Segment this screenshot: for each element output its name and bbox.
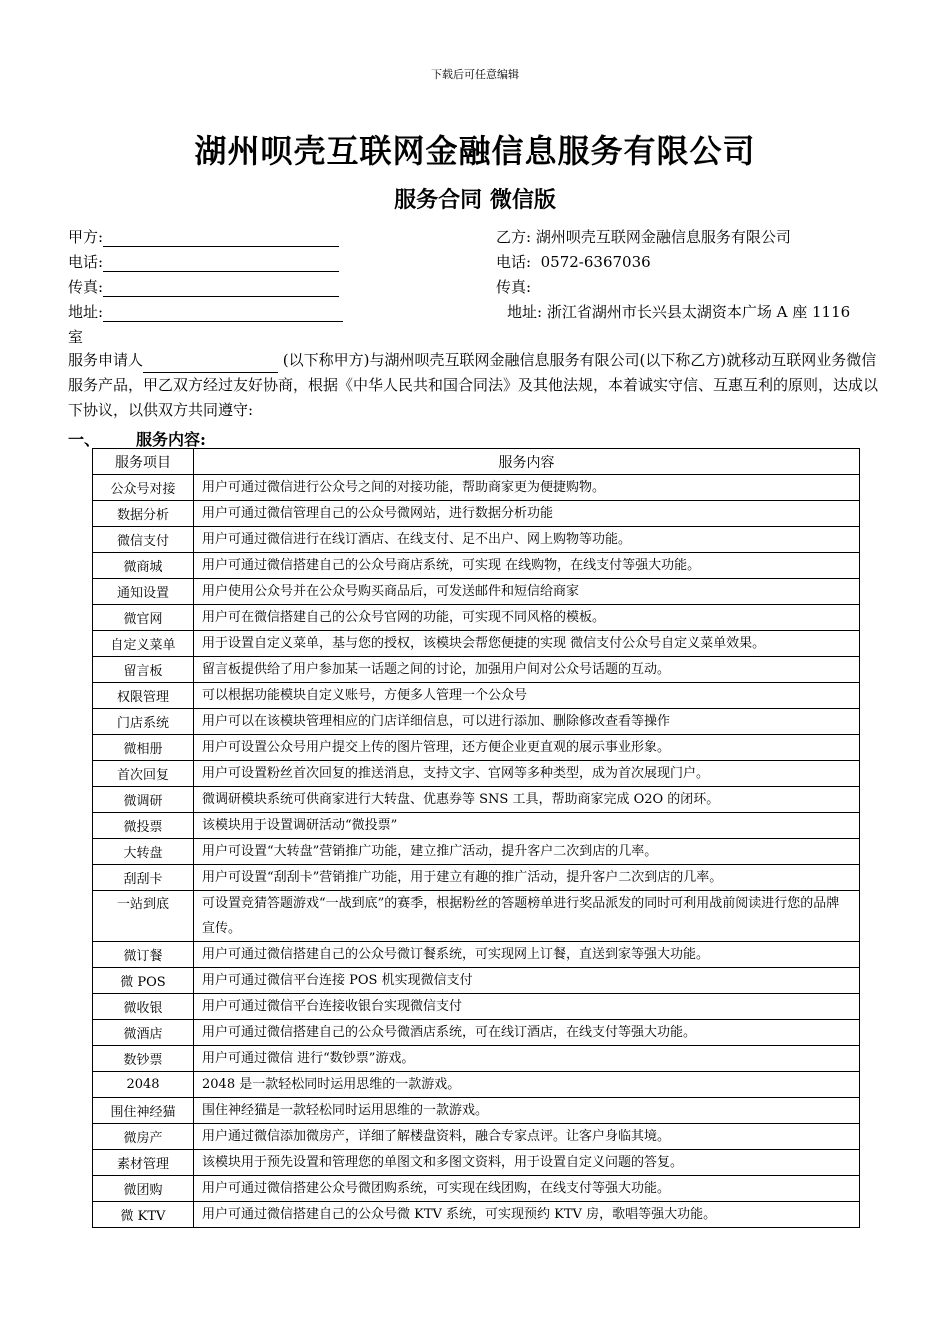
service-content: 用户可通过微信搭建自己的公众号商店系统，可实现 在线购物，在线支付等强大功能。 [194, 553, 860, 579]
service-item: 微团购 [93, 1176, 194, 1202]
service-content: 该模块用于预先设置和管理您的单图文和多图文资料，用于设置自定义问题的答复。 [194, 1150, 860, 1176]
table-row [93, 553, 860, 579]
table-row [93, 605, 860, 631]
table-row [93, 968, 860, 994]
party-a-phone-label: 电话: [68, 253, 104, 271]
party-a-fax-label: 传真: [68, 278, 104, 296]
service-content: 用户可通过微信搭建自己的公众号微订餐系统，可实现网上订餐，直送到家等强大功能。 [194, 942, 860, 968]
service-content: 用户可通过微信 进行“数钞票”游戏。 [194, 1046, 860, 1072]
table-row [93, 865, 860, 891]
service-item: 微订餐 [93, 942, 194, 968]
table-row [93, 501, 860, 527]
header-note: 下载后可任意编辑 [431, 68, 519, 81]
party-b-address-label: 地址: [507, 303, 543, 321]
table-row [93, 813, 860, 839]
service-content: 用于设置自定义菜单，基与您的授权，该模块会帮您便捷的实现 微信支付公众号自定义菜单效果。 [194, 631, 860, 657]
party-b-fax-label: 传真: [496, 278, 532, 296]
table-row [93, 1020, 860, 1046]
table-row [93, 709, 860, 735]
table-row [93, 683, 860, 709]
service-content: 用户可通过微信平台连接 POS 机实现微信支付 [194, 968, 860, 994]
service-content: 用户可通过微信搭建自己的公众号微酒店系统，可在线订酒店，在线支付等强大功能。 [194, 1020, 860, 1046]
service-content: 用户可以在该模块管理相应的门店详细信息，可以进行添加、删除修改查看等操作 [194, 709, 860, 735]
table-row [93, 761, 860, 787]
party-a-name-label: 甲方: [68, 228, 104, 246]
party-b-name-label: 乙方: [496, 228, 532, 246]
table-row [93, 891, 860, 942]
service-item: 公众号对接 [93, 475, 194, 501]
table-row [93, 475, 860, 501]
table-row [93, 735, 860, 761]
service-item: 留言板 [93, 657, 194, 683]
service-content: 可设置竞猜答题游戏“一战到底”的赛季，根据粉丝的答题榜单进行奖品派发的同时可利用战前阅读进行您的品牌宣传。 [194, 891, 860, 942]
table-row [93, 1124, 860, 1150]
section-heading [68, 427, 206, 450]
party-b-phone-value: 0572-6367036 [540, 253, 651, 271]
party-b-phone-field [496, 252, 651, 272]
party-b-name-value: 湖州呗壳互联网金融信息服务有限公司 [535, 228, 791, 246]
table-row [93, 787, 860, 813]
applicant-blank[interactable] [143, 356, 278, 373]
service-item: 自定义菜单 [93, 631, 194, 657]
party-b-name-field [496, 227, 791, 247]
service-item: 一站到底 [93, 891, 194, 942]
service-content: 用户可通过微信管理自己的公众号微网站，进行数据分析功能 [194, 501, 860, 527]
service-content: 用户可设置公众号用户提交上传的图片管理，还方便企业更直观的展示事业形象。 [194, 735, 860, 761]
service-content: 用户可设置“大转盘”营销推广功能，建立推广活动，提升客户二次到店的几率。 [194, 839, 860, 865]
table-row [93, 631, 860, 657]
service-item: 门店系统 [93, 709, 194, 735]
service-item: 微 KTV [93, 1202, 194, 1228]
service-item: 微房产 [93, 1124, 194, 1150]
company-title: 湖州呗壳互联网金融信息服务有限公司 [194, 132, 756, 170]
party-b-phone-label: 电话: [496, 253, 532, 271]
party-b-address-value: 浙江省湖州市长兴县太湖资本广场 A 座 1116 [546, 303, 851, 321]
service-content: 用户可通过微信进行在线订酒店、在线支付、足不出户、网上购物等功能。 [194, 527, 860, 553]
party-a-name-field [68, 227, 339, 247]
table-row [93, 1072, 860, 1098]
service-content: 微调研模块系统可供商家进行大转盘、优惠券等 SNS 工具，帮助商家完成 O2O 的闭环。 [194, 787, 860, 813]
service-item: 数钞票 [93, 1046, 194, 1072]
service-content: 用户可通过微信平台连接收银台实现微信支付 [194, 994, 860, 1020]
party-a-name-blank[interactable] [103, 230, 339, 247]
service-item: 首次回复 [93, 761, 194, 787]
service-item: 围住神经猫 [93, 1098, 194, 1124]
service-item: 大转盘 [93, 839, 194, 865]
table-row [93, 1098, 860, 1124]
service-content: 围住神经猫是一款轻松同时运用思维的一款游戏。 [194, 1098, 860, 1124]
party-a-fax-blank[interactable] [103, 280, 339, 297]
intro-text: (以下称甲方)与湖州呗壳互联网金融信息服务有限公司(以下称乙方)就移动互联网业务微信服务产品，甲乙双方经过友好协商，根据《中华人民共和国合同法》及其他法规，本着诚实守信、互惠互利的原则，达成以下协议，以供双方共同遵守: [68, 351, 879, 419]
header-content: 服务内容 [194, 449, 860, 475]
service-item: 微相册 [93, 735, 194, 761]
table-row [93, 1046, 860, 1072]
service-content: 2048 是一款轻松同时运用思维的一款游戏。 [194, 1072, 860, 1098]
table-row [93, 839, 860, 865]
party-a-address-label: 地址: [68, 303, 104, 321]
party-a-fax-field [68, 277, 339, 297]
intro-prefix: 服务申请人 [68, 351, 144, 369]
contract-subtitle: 服务合同 微信版 [394, 187, 556, 213]
service-item: 微官网 [93, 605, 194, 631]
service-item: 微酒店 [93, 1020, 194, 1046]
service-item: 通知设置 [93, 579, 194, 605]
service-content: 用户使用公众号并在公众号购买商品后，可发送邮件和短信给商家 [194, 579, 860, 605]
party-b-address-field [507, 302, 850, 322]
service-item: 微信支付 [93, 527, 194, 553]
service-item: 素材管理 [93, 1150, 194, 1176]
service-content: 用户可在微信搭建自己的公众号官网的功能，可实现不同风格的模板。 [194, 605, 860, 631]
party-a-phone-blank[interactable] [103, 255, 339, 272]
service-content: 用户可设置粉丝首次回复的推送消息，支持文字、官网等多种类型，成为首次展现门户。 [194, 761, 860, 787]
party-a-address-blank[interactable] [103, 305, 343, 322]
service-content: 该模块用于设置调研活动“微投票” [194, 813, 860, 839]
service-content: 可以根据功能模块自定义账号，方便多人管理一个公众号 [194, 683, 860, 709]
section-title: 服务内容: [136, 430, 206, 449]
table-row [93, 579, 860, 605]
service-content: 用户可通过微信进行公众号之间的对接功能，帮助商家更为便捷购物。 [194, 475, 860, 501]
intro-paragraph [68, 348, 886, 423]
service-content: 用户可设置“刮刮卡”营销推广功能，用于建立有趣的推广活动，提升客户二次到店的几率。 [194, 865, 860, 891]
service-item: 微投票 [93, 813, 194, 839]
service-item: 微商城 [93, 553, 194, 579]
service-item: 数据分析 [93, 501, 194, 527]
service-item: 刮刮卡 [93, 865, 194, 891]
service-content: 用户可通过微信搭建公众号微团购系统，可实现在线团购，在线支付等强大功能。 [194, 1176, 860, 1202]
service-content: 用户通过微信添加微房产，详细了解楼盘资料，融合专家点评。让客户身临其境。 [194, 1124, 860, 1150]
table-header-row [93, 449, 860, 475]
party-b-fax-field [496, 277, 531, 297]
section-number: 一、 [68, 430, 101, 449]
service-item: 微收银 [93, 994, 194, 1020]
service-content: 用户可通过微信搭建自己的公众号微 KTV 系统，可实现预约 KTV 房，歌唱等强大功能。 [194, 1202, 860, 1228]
party-a-address-field [68, 302, 343, 322]
service-content: 留言板提供给了用户参加某一话题之间的讨论，加强用户间对公众号话题的互动。 [194, 657, 860, 683]
table-row [93, 1150, 860, 1176]
service-item: 2048 [93, 1072, 194, 1098]
party-a-phone-field [68, 252, 339, 272]
table-row [93, 1176, 860, 1202]
service-item: 微 POS [93, 968, 194, 994]
table-row [93, 942, 860, 968]
service-item: 权限管理 [93, 683, 194, 709]
table-row [93, 527, 860, 553]
table-row [93, 1202, 860, 1228]
table-row [93, 994, 860, 1020]
header-item: 服务项目 [93, 449, 194, 475]
service-item: 微调研 [93, 787, 194, 813]
party-b-address-wrap: 室 [68, 328, 84, 346]
table-row [93, 657, 860, 683]
service-table [92, 448, 860, 1228]
